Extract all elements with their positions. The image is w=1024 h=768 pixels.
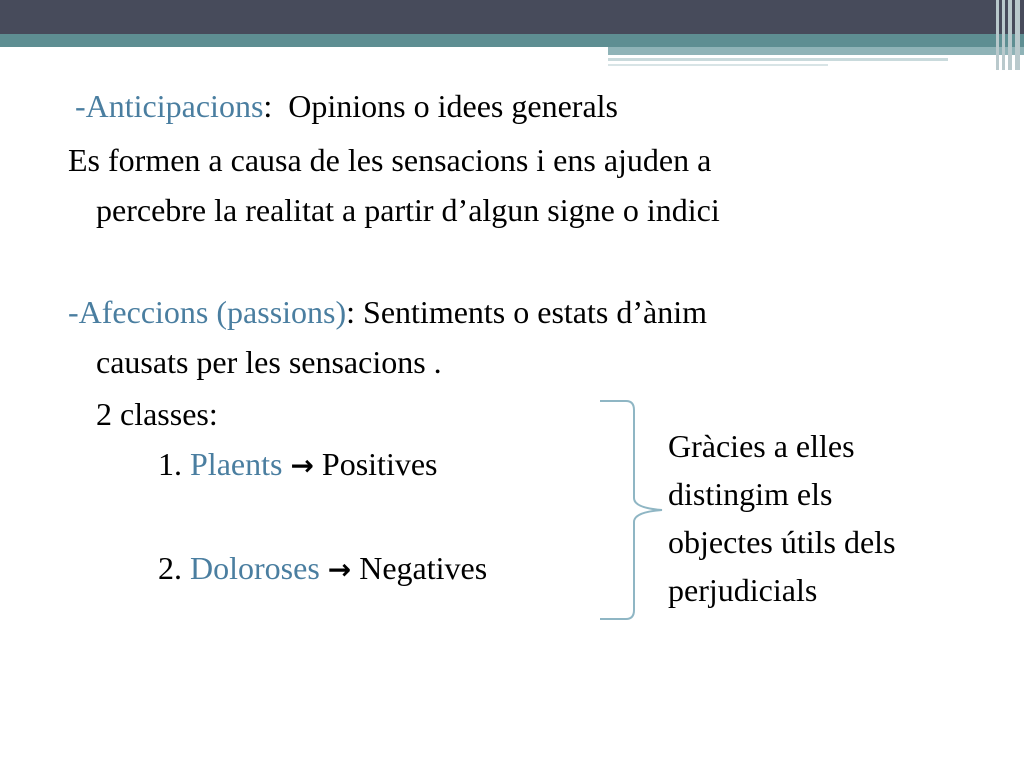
item-number: 1. (158, 446, 182, 482)
afeccions-text-line: causats per les sensacions . (96, 344, 442, 380)
item-term: Doloroses (190, 550, 320, 586)
item-result: Positives (321, 446, 438, 482)
note-line: objectes útils dels (668, 524, 896, 560)
header-rule (608, 58, 948, 61)
anticipacions-heading (75, 88, 618, 124)
term-colon: : (346, 294, 356, 330)
anticipacions-text-line: percebre la realitat a partir d’algun signe o indici (96, 192, 720, 228)
afeccions-definition: Sentiments o estats d’ànim (363, 294, 707, 330)
classes-label: 2 classes: (96, 396, 218, 432)
arrow-icon: → (327, 553, 352, 586)
term-afeccions: -Afeccions (passions) (68, 294, 347, 330)
item-term: Plaents (190, 446, 283, 482)
item-number: 2. (158, 550, 182, 586)
header-rule (608, 64, 828, 66)
arrow-icon: → (290, 449, 314, 482)
anticipacions-definition: Opinions o idees generals (288, 88, 618, 124)
anticipacions-text-line: Es formen a causa de les sensacions i ens ajuden a (68, 142, 712, 178)
list-item (158, 550, 487, 588)
note-line: perjudicials (668, 572, 818, 608)
note-line: distingim els (668, 476, 833, 512)
curly-brace (598, 398, 668, 622)
header-band-dark (0, 0, 1024, 34)
afeccions-heading (68, 294, 707, 330)
header-band-light (608, 47, 1024, 55)
note-line: Gràcies a elles (668, 428, 855, 464)
brace-path (600, 401, 662, 619)
term-colon: : (263, 88, 273, 124)
side-stripes-decoration (994, 0, 1024, 70)
term-anticipacions: -Anticipacions (75, 88, 264, 124)
list-item (158, 446, 437, 484)
header-band-teal (0, 34, 1024, 47)
item-result: Negatives (359, 550, 488, 586)
